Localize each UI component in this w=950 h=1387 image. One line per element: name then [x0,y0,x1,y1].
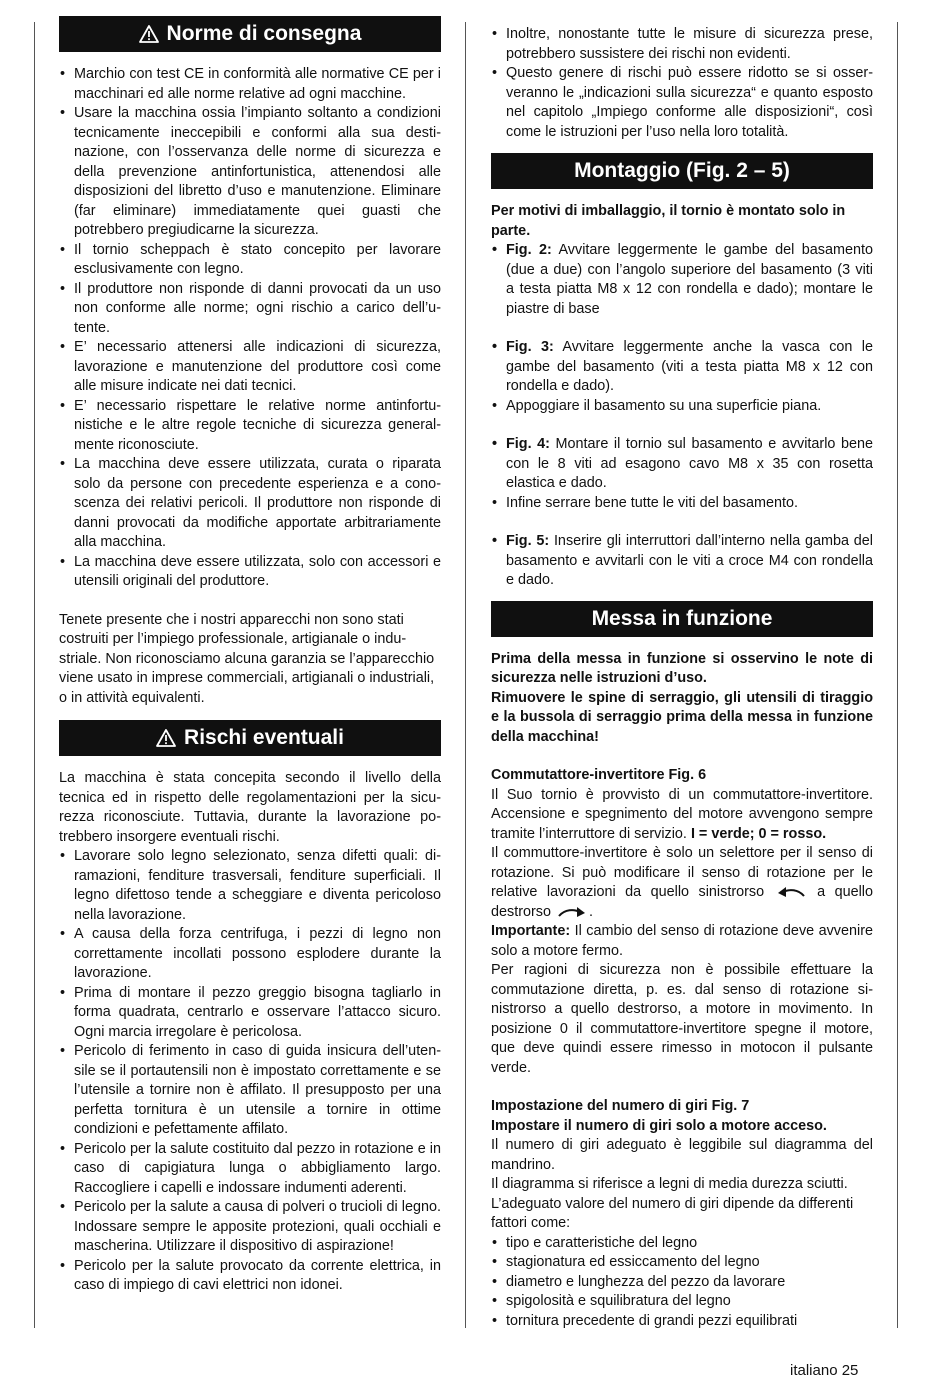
section-title: Messa in funzione [591,606,773,630]
section-header-rischi [59,720,441,756]
list-item: • diametro e lunghezza del pezzo da lavorare [491,1273,873,1293]
switch-text: . [589,903,593,920]
section-title: Rischi eventuali [184,726,344,750]
fig4-sub-list [491,494,873,514]
switch-paragraph-2 [491,844,873,922]
left-column [59,0,441,1296]
important-note [491,922,873,961]
speed-factors-list [491,1234,873,1332]
rotate-right-arrow-icon [557,906,587,918]
switch-text: a quello destrorso [491,884,873,920]
list-item: • tornitura precedente di grandi pezzi equilibrati [491,1312,873,1332]
list-item: • Il tornio scheppach è stato concepito per lavorare esclusivamente con legno. [59,241,441,280]
list-item: • E’ necessario attenersi alle indicazioni di sicurezza, lavorazione e manutenzione del produttore così come alle misure indicate nei dati tecnici. [59,338,441,397]
list-item: • Pericolo per la salute provocato da corrente elettrica, in caso di impiego di cavi elettrici non idonei. [59,1257,441,1296]
fig5-label: Fig. 5: [506,533,550,549]
speed-paragraph: Il diagramma si riferisce a legni di media durezza sciutti. [491,1176,848,1192]
list-item: • A causa della forza centrifuga, i pezzi di legno non correttamente incollati possono esplodere durante la lavorazione. [59,925,441,984]
fig2-label: Fig. 2: [506,242,552,258]
remove-pins-note: Rimuovere le spine di serraggio, gli utensili di tiraggio e la bussola di serraggio prima della messa in funzione della macchina! [491,689,873,745]
speed-paragraph: L’adeguato valore del numero di giri dipende da differenti fattori come: [491,1195,854,1231]
fig5-list [491,532,873,591]
list-item: • stagionatura ed essiccamento del legno [491,1253,873,1273]
left-margin-rule [34,22,35,1328]
important-label: Importante: [491,923,571,939]
fig4-label: Fig. 4: [506,436,550,452]
list-item: • tipo e caratteristiche del legno [491,1234,873,1254]
fig5-text: Inserire gli interruttori dall’interno nella gamba del basamento e avvitarli con le viti a croce M4 con rondella e dado. [506,533,873,588]
list-item: • Infine serrare bene tutte le viti del basamento. [491,494,873,514]
switch-color-note: I = verde; 0 = rosso. [690,825,827,842]
fig3-step [491,338,873,397]
fig4-text: Montare il tornio sul basamento e avvitarlo bene con le 8 viti ad esagono cavo M8 x 35 con rosetta elastica e dado. [506,436,874,491]
fig3-text: Avvitare leggermente anche la vasca con le gambe del basamento (viti a testa piatta M8 x 12 con rondella e dado). [506,339,874,394]
risks-intro: La macchina è stata concepita secondo il livello della tecnica ed in rispetto delle regolamentazioni per la sicurezza riconosciute. Tuttavia, durante la lavorazione potrebbero insorgere eventuali rischi. [59,770,441,845]
fig5-step [491,532,873,591]
list-item: • La macchina deve essere utilizzata, solo con accessori e utensili originali del produttore. [59,553,441,592]
fig2-step [491,241,873,319]
fig3-list [491,338,873,397]
switch-text: Il commuttore-invertitore è solo un selettore per il senso di rotazione. Si può modificare il senso di rotazione per le relative lavorazioni da quello sinistrorso [491,845,873,900]
list-item: • Pericolo per la salute a causa di polveri o trucioli di legno. Indossare sempre le apposite protezioni, quali occhiali e mascherina. Utilizzare il dispositivo di aspirazione! [59,1198,441,1257]
list-item: • E’ necessario rispettare le relative norme antinfortunistiche e le altre regole tecniche di sicurezza generalmente riconosciute. [59,397,441,456]
rotate-left-arrow-icon [776,886,806,898]
list-item: • La macchina deve essere utilizzata, curata o riparata solo da persone con precedente esperienza e a conoscenza dei relativi pericoli. Il produttore non risponde di danni provocati da modifiche apportate arbitrariamente alla macchina. [59,455,441,553]
important-text: Il cambio del senso di rotazione deve avvenire solo a motore fermo. [491,923,873,959]
list-item: • Marchio con test CE in conformità alle normative CE per i macchinari ed alle norme relative ad ogni macchine. [59,65,441,104]
speed-subheading: Impostare il numero di giri solo a motore acceso. [491,1117,827,1134]
right-margin-rule [897,22,898,1328]
fig2-list [491,241,873,319]
list-item: • Usare la macchina ossia l’impianto soltanto a condizioni tecnicamente ineccepibili e conformi alla sua destinazione, con l’osservanza delle norme di sicurezza e della prevenzione antinfortunistica, attenendosi alle disposizioni del libretto d’uso e manutenzione. Eliminare (far eliminare) immediatamente quei guasti che potrebbero pregiudicarne la sicurezza. [59,104,441,241]
switch-text: Il Suo tornio è provvisto di un commutattore-invertitore. Accensione e spegnimento del motore avvengono sempre tramite l’interruttore di servizio. [491,786,873,842]
fig3-label: Fig. 3: [506,339,554,355]
right-column [491,0,873,1331]
page-number-footer: italiano 25 [790,1362,859,1379]
speed-heading: Impostazione del numero di giri Fig. 7 [491,1098,750,1114]
section-header-montaggio [491,153,873,189]
section-title: Montaggio (Fig. 2 – 5) [574,159,790,183]
list-item: • Prima di montare il pezzo greggio bisogna tagliarlo in forma quadrata, centrarlo e osservare l’attacco sicuro. Ogni marcia irregolare è pericolosa. [59,984,441,1043]
switch-paragraph-1 [491,786,873,845]
list-item: • spigolosità e squilibratura del legno [491,1292,873,1312]
professional-use-note: Tenete presente che i nostri apparecchi non sono stati costruiti per l’impiego professionale, artigianale o industriale. Non riconosciamo alcuna garanzia se l’apparecchio viene usato in imprese commerciali, artigianali o industriali, o in attività equivalenti. [59,611,435,706]
fig2-text: Avvitare leggermente le gambe del basamento (due a due) con l’angolo superiore del basamento (3 viti a testa piatta M8 x 12 con rondella e dado); montare le piastre di base [506,242,874,317]
residual-risks-list [491,25,873,142]
list-item: • Questo genere di rischi può essere ridotto se si osserveranno le „indicazioni sulla sicurezza“ e quanto esposto nel capitolo „Impiego conforme alle disposizioni“, così come le istruzioni per l’uso nella loro totalità. [491,64,873,142]
startup-safety-note: Prima della messa in funzione si osservino le note di sicurezza nelle istruzioni d’uso. [491,650,873,686]
warning-triangle-icon [156,729,176,747]
list-item: • Pericolo di ferimento in caso di guida insicura dell’utensile se il portautensili non è impostato correttamente e se l’utensile a tornire non è affilato. Il presupposto per una perfetta tornitura è un utensile a tornire in ottime condizioni e pefettamente affilato. [59,1042,441,1140]
switch-paragraph-3: Per ragioni di sicurezza non è possibile effettuare la commutazione diretta, p. es. dal senso di rotazione sinistrorso a quello destrorso, a motore in movimento. In posizione 0 il commutattore-invertitore spegne il motore, que deve quindi essere rimesso in motocon il pulsante verde. [491,962,873,1076]
warning-triangle-icon [139,25,159,43]
fig4-step [491,435,873,494]
fig4-list [491,435,873,494]
list-item: • Appoggiare il basamento su una superficie piana. [491,397,873,417]
list-item: • Inoltre, nonostante tutte le misure di sicurezza prese, potrebbero sussistere dei rischi non evidenti. [491,25,873,64]
list-item: • Pericolo per la salute costituito dal pezzo in rotazione e in caso di capigiatura lunga o abbigliamento largo. Raccogliere i capelli e indossare indumenti aderenti. [59,1140,441,1199]
fig3-sub-list [491,397,873,417]
speed-paragraph: Il numero di giri adeguato è leggibile sul diagramma del mandrino. [491,1137,873,1173]
switch-heading: Commutattore-invertitore Fig. 6 [491,767,707,783]
norme-list [59,65,441,592]
list-item: • Lavorare solo legno selezionato, senza difetti quali: diramazioni, fenditure trasversali, fenditure superficiali. Il legno difettoso tende a scheggiare e diventa pericoloso nella lavorazione. [59,847,441,925]
montaggio-intro: Per motivi di imballaggio, il tornio è montato solo in parte. [491,203,846,239]
section-title: Norme di consegna [166,22,362,46]
risks-list [59,847,441,1296]
section-header-messa-in-funzione [491,601,873,637]
center-column-rule [465,22,466,1328]
list-item: • Il produttore non risponde di danni provocati da un uso non conforme alle norme; ogni rischio a carico dell’utente. [59,280,441,339]
section-header-norme [59,16,441,52]
